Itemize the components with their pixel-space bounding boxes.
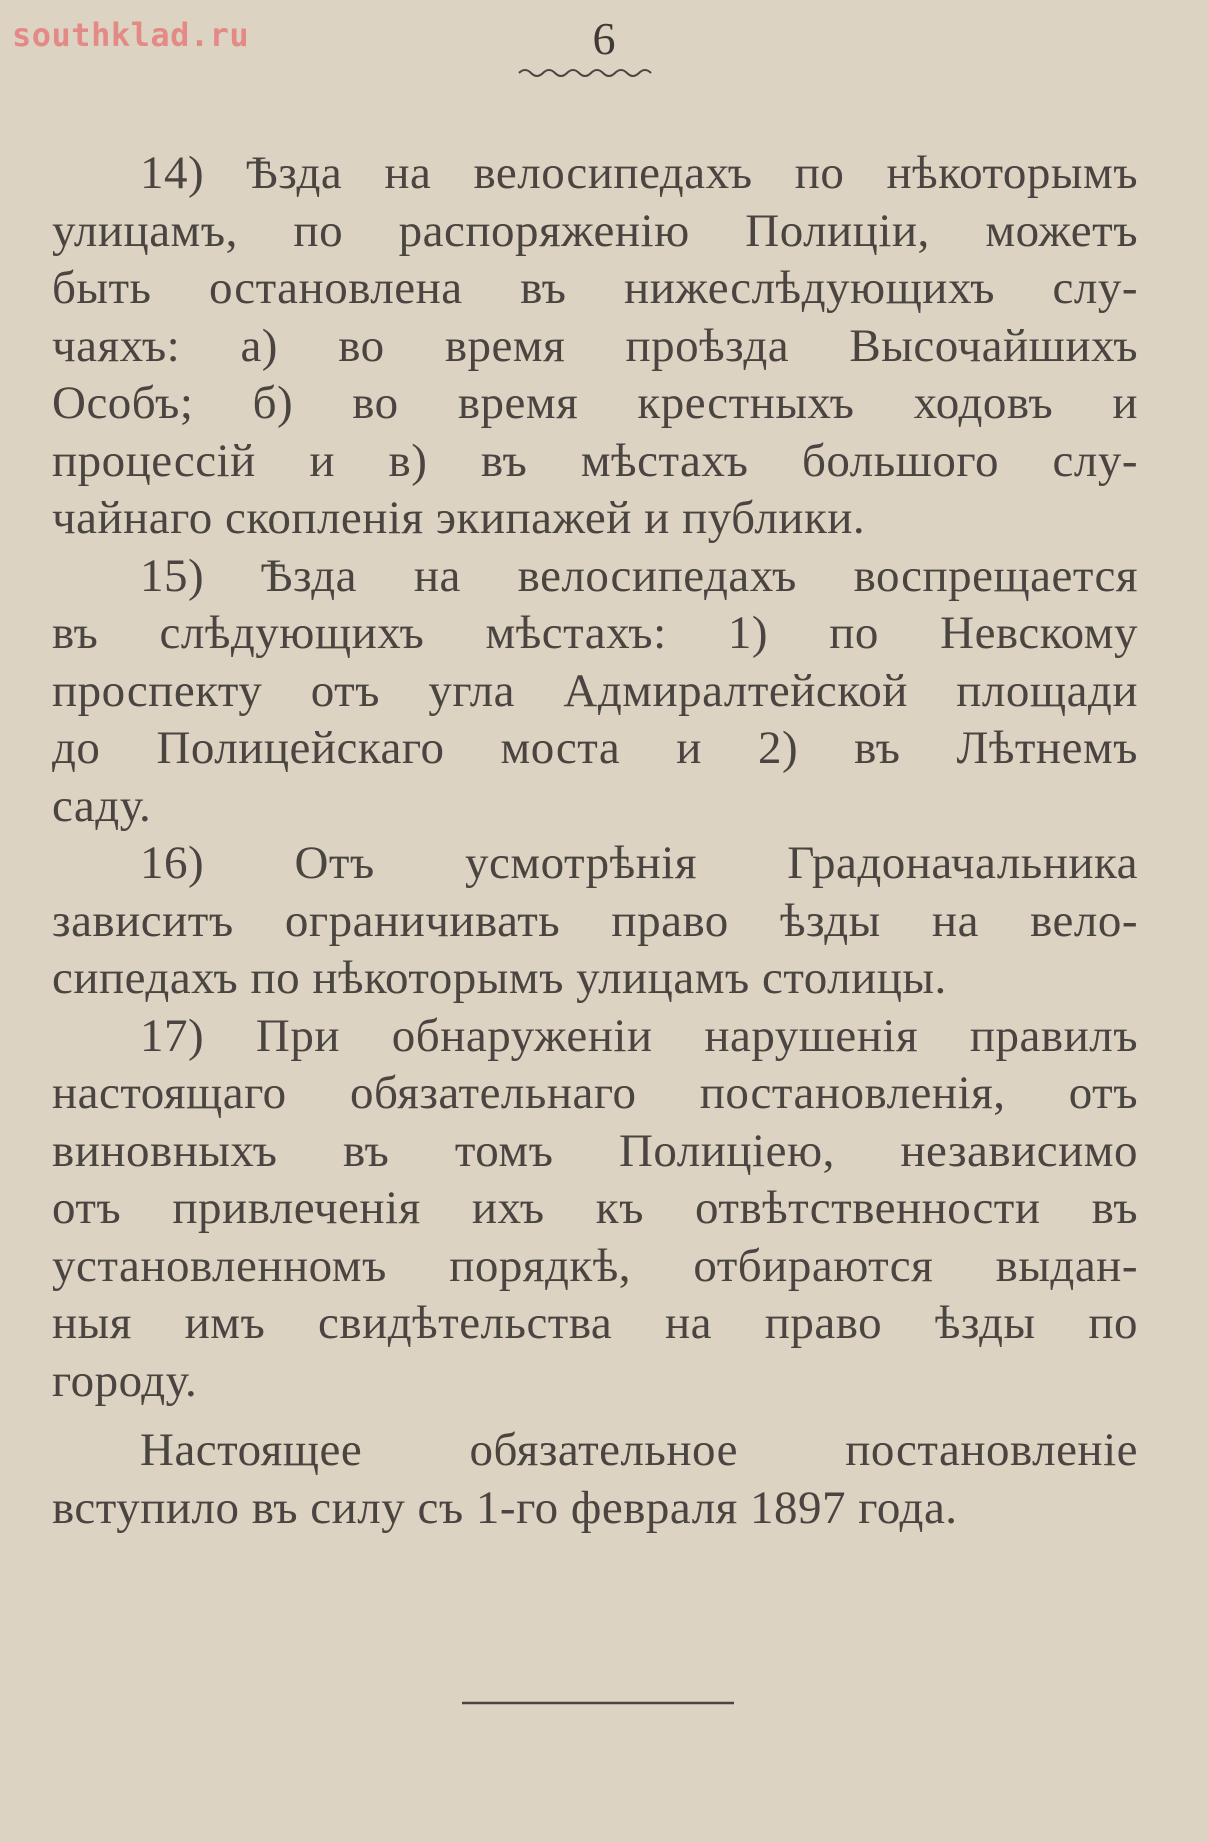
text-line: городу. <box>52 1354 198 1407</box>
text-line: отъ привлеченія ихъ къ отвѣтственности въ <box>52 1182 1138 1234</box>
text-line: быть остановлена въ нижеслѣдующихъ слу- <box>52 262 1138 314</box>
paragraph-closing <box>52 1422 1138 1537</box>
wavy-ornament-icon <box>517 66 655 80</box>
text-line: улицамъ, по распоряженію Полиціи, можетъ <box>52 204 1138 257</box>
text-line: ныя имъ свидѣтельства на право ѣзды по <box>52 1297 1138 1349</box>
text-line: проспекту отъ угла Адмиралтейской площади <box>52 664 1138 717</box>
text-line: чайнаго скопленія экипажей и публики. <box>52 492 866 544</box>
text-line: виновныхъ въ томъ Полиціею, независимо <box>52 1124 1138 1177</box>
text-line: въ слѣдующихъ мѣстахъ: 1) по Невскому <box>52 607 1138 659</box>
text-line: зависитъ ограничивать право ѣзды на вело- <box>52 894 1138 947</box>
text-line: 14) Ѣзда на велосипедахъ по нѣкоторымъ <box>140 147 1138 199</box>
watermark: southklad.ru <box>12 16 250 54</box>
text-line: чаяхъ: а) во время проѣзда Высочайшихъ <box>52 319 1138 372</box>
text-line: Особъ; б) во время крестныхъ ходовъ и <box>52 377 1138 429</box>
paragraph-17 <box>52 1008 1138 1411</box>
footer-rule <box>462 1700 734 1706</box>
paragraph-14 <box>52 145 1138 548</box>
body-text <box>52 145 1138 1537</box>
page-number: 6 <box>592 13 616 64</box>
text-line: 17) При обнаруженіи нарушенія правилъ <box>140 1009 1138 1062</box>
text-line: вступило въ силу съ 1-го февраля 1897 года. <box>52 1481 958 1534</box>
paragraph-16 <box>52 835 1138 1008</box>
text-line: процессій и в) въ мѣстахъ большого слу- <box>52 434 1138 487</box>
text-line: до Полицейскаго моста и 2) въ Лѣтнемъ <box>52 722 1138 774</box>
paragraph-15 <box>52 548 1138 836</box>
text-line: 15) Ѣзда на велосипедахъ воспрещается <box>140 549 1138 602</box>
text-line: Настоящее обязательное постановленіе <box>140 1424 1138 1476</box>
text-line: 16) Отъ усмотрѣнія Градоначальника <box>140 837 1138 889</box>
text-line: саду. <box>52 779 152 832</box>
text-line: сипедахъ по нѣкоторымъ улицамъ столицы. <box>52 952 947 1004</box>
text-line: настоящаго обязательнаго постановленія, отъ <box>52 1067 1138 1119</box>
text-line: установленномъ порядкѣ, отбираются выдан- <box>52 1239 1138 1292</box>
